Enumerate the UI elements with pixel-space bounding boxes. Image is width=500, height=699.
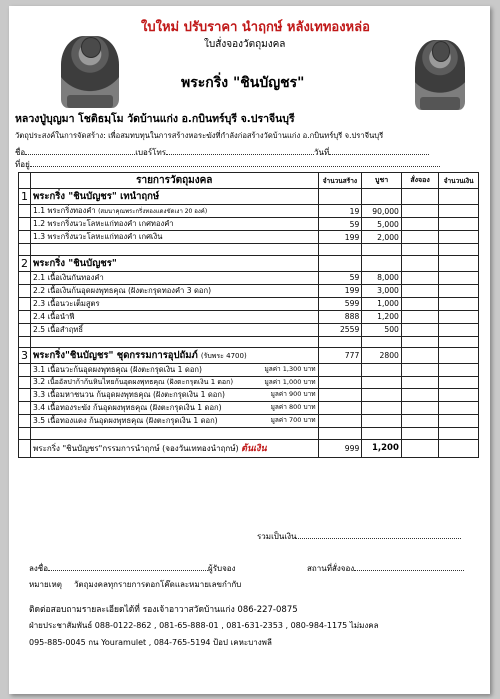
date-label: วันที่ — [314, 148, 330, 157]
buddha-statue-image-left — [61, 36, 119, 108]
table-header-row — [19, 173, 479, 189]
total-label: รวมเป็นเงิน — [257, 532, 297, 541]
order-cell[interactable] — [401, 348, 438, 364]
order-cell[interactable] — [401, 439, 438, 457]
table-row: 1.2 พระกริ่งนวะโลหะแก่ทองคำ เกศทองคำ 59 5,000 — [19, 218, 479, 231]
table-row: 1.1 พระกริ่งทองคำ (สมนาคุณพระกริ่งทองแดงขัดเงา 20 องค์) 19 90,000 — [19, 205, 479, 218]
order-form-page — [9, 6, 490, 694]
recipient-label: ผู้รับจอง — [208, 564, 236, 573]
order-cell[interactable] — [401, 297, 438, 310]
address-label: ที่อยู่ — [15, 160, 30, 169]
amount-cell[interactable] — [439, 348, 479, 364]
amount-cell[interactable] — [439, 310, 479, 323]
total-row — [257, 530, 461, 543]
order-cell[interactable] — [401, 205, 438, 218]
signature-field[interactable] — [48, 570, 208, 571]
order-cell[interactable] — [401, 323, 438, 336]
table-row: 2.5 เนื้อสำฤทธิ์ 2559 500 — [19, 323, 479, 336]
amount-cell[interactable] — [439, 231, 479, 244]
order-cell[interactable] — [401, 310, 438, 323]
total-field[interactable] — [296, 538, 461, 539]
amount-cell[interactable] — [439, 297, 479, 310]
form-title: ใบใหม่ ปรับราคา นำฤกษ์ หลังเททองหล่อ — [141, 20, 370, 35]
table-row: 2.1 เนื้อเงินกันทองคำ 59 8,000 — [19, 271, 479, 284]
spacer-row — [19, 336, 479, 348]
date-field[interactable] — [329, 154, 429, 155]
place-row — [307, 562, 464, 575]
amount-cell[interactable] — [439, 439, 479, 457]
amount-cell[interactable] — [439, 284, 479, 297]
form-subtitle: ใบสั่งจองวัตถุมงคล — [204, 39, 286, 50]
table-row: 2.4 เนื้อนำฟี 888 1,200 — [19, 310, 479, 323]
amulet-name: พระกริ่ง "ชินบัญชร" — [181, 75, 305, 91]
order-cell[interactable] — [401, 284, 438, 297]
note-label: หมายเหตุ — [29, 580, 62, 589]
place-label: สถานที่สั่งจอง — [307, 564, 355, 573]
purpose-line: วัตถุประสงค์ในการจัดสร้าง: เพื่อสมทบทุนในการสร้างหอระฆังที่กำลังก่อสร้างวัดบ้านแก่ง อ.กบินทร์บุรี จ.ปราจีนบุรี — [15, 131, 384, 140]
amount-cell[interactable] — [439, 218, 479, 231]
table-row: 2.3 เนื้อนวะเต็มสูตร 599 1,000 — [19, 297, 479, 310]
section-1-title: 1 พระกริ่ง "ชินบัญชร" เทนำฤกษ์ — [19, 189, 479, 205]
table-row: 3.4 เนื้อทองระฆัง ก้นอุดผงพุทธคุณ (ฝังตะกรุดเงิน 1 ดอก) มูลค่า 800 บาท — [19, 402, 479, 415]
phone-field[interactable] — [166, 154, 314, 155]
final-row: พระกริ่ง "ชินบัญชร"กรรมการนำฤกษ์ (จองวันเททองนำฤกษ์) ต้นเงิน 999 1,200 — [19, 439, 479, 457]
table-row: 3.2 เนื้ออัลปาก้าก้นหินไทยก้นอุดผงพุทธคุณ (ฝังตะกรุดเงิน 1 ดอก) มูลค่า 1,000 บาท — [19, 377, 479, 389]
signature-label: ลงชื่อ — [29, 564, 49, 573]
place-field[interactable] — [354, 570, 464, 571]
header-price: บูชา — [362, 173, 402, 189]
address-field[interactable] — [30, 166, 440, 167]
table-row: 1.3 พระกริ่งนวะโลหะแก่ทองคำ เกศเงิน 199 2,000 — [19, 231, 479, 244]
header-order: สั่งจอง — [401, 173, 438, 189]
contact-line-3: 095-885-0045 กน Youramulet , 084-765-5194 ป้อป เคหะบางพลี — [29, 638, 272, 647]
stamp-text: ต้นเงิน — [241, 444, 267, 454]
table-row: 3.1 เนื้อนวะก้นอุดผงพุทธคุณ (ฝังตะกรุดเงิน 1 ดอก) มูลค่า 1,300 บาท — [19, 364, 479, 377]
amount-cell[interactable] — [439, 205, 479, 218]
buddha-statue-image-right — [415, 40, 465, 110]
signature-row — [29, 562, 236, 575]
table-row: 3.3 เนื้อมหาชนวน ก้นอุดผงพุทธคุณ (ฝังตะกรุดเงิน 1 ดอก) มูลค่า 900 บาท — [19, 389, 479, 402]
order-cell[interactable] — [401, 218, 438, 231]
section-3-title: 3 พระกริ่ง"ชินบัญชร" ชุดกรรมการอุปถัมภ์ (รับพระ 4700) 777 2800 — [19, 348, 479, 364]
abbot-line: หลวงปู่บุญมา โชติธมฺโม วัดบ้านแก่ง อ.กบินทร์บุรี จ.ปราจีนบุรี — [15, 113, 295, 125]
section-2-title: 2 พระกริ่ง "ชินบัญชร" — [19, 255, 479, 271]
table-row: 3.5 เนื้อทองแดง ก้นอุดผงพุทธคุณ (ฝังตะกรุดเงิน 1 ดอก) มูลค่า 700 บาท — [19, 415, 479, 428]
header-items: รายการวัตถุมงคล — [31, 173, 319, 189]
note-text: วัตถุมงคลทุกรายการตอกโค๊ดและหมายเลขกำกับ — [73, 580, 242, 589]
amount-cell[interactable] — [439, 323, 479, 336]
header-amount: จำนวนเงิน — [439, 173, 479, 189]
phone-label: เบอร์โทร — [135, 148, 167, 157]
contact-line-1: ติดต่อสอบถามรายละเอียดได้ที่ รองเจ้าอาวาสวัดบ้านแก่ง 086-227-0875 — [29, 605, 298, 615]
order-table — [18, 172, 479, 458]
name-field[interactable] — [25, 154, 135, 155]
order-cell[interactable] — [401, 271, 438, 284]
note-row — [29, 578, 241, 591]
contact-line-2: ฝ่ายประชาสัมพันธ์ 088-0122-862 , 081-65-888-01 , 081-631-2353 , 080-984-1175 ไม่มงคล — [29, 621, 379, 630]
address-row — [15, 158, 440, 171]
table-row: 2.2 เนื้อเงินก้นอุดผงพุทธคุณ (ฝังตะกรุดทองคำ 3 ดอก) 199 3,000 — [19, 284, 479, 297]
name-label: ชื่อ — [15, 148, 26, 157]
order-cell[interactable] — [401, 231, 438, 244]
spacer-row — [19, 428, 479, 440]
amount-cell[interactable] — [439, 271, 479, 284]
header-quantity: จำนวนสร้าง — [318, 173, 362, 189]
spacer-row — [19, 244, 479, 256]
